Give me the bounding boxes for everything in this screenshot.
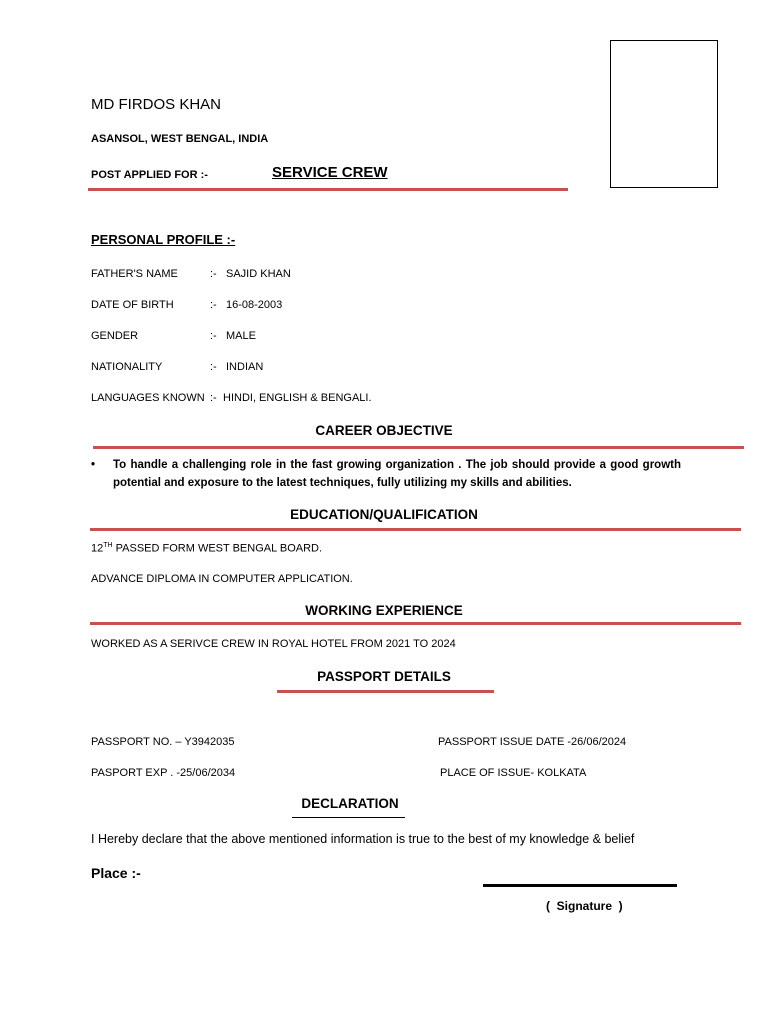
post-applied-value: SERVICE CREW: [272, 164, 388, 181]
education-heading: EDUCATION/QUALIFICATION: [290, 507, 478, 522]
nationality-value: INDIAN: [226, 361, 264, 373]
header-rule: [88, 188, 568, 191]
passport-expiry: PASPORT EXP . -25/06/2034: [91, 767, 236, 779]
languages-value: HINDI, ENGLISH & BENGALI.: [223, 392, 372, 404]
personal-profile-heading: PERSONAL PROFILE :-: [91, 232, 236, 247]
languages-label: LANGUAGES KNOWN: [91, 392, 205, 404]
passport-rule: [277, 690, 494, 693]
experience-line: WORKED AS A SERIVCE CREW IN ROYAL HOTEL FROM 2021 TO 2024: [91, 638, 456, 650]
dob-value: 16-08-2003: [226, 299, 283, 311]
signature-line: [483, 884, 677, 887]
education-grade-suffix: TH: [103, 542, 113, 549]
experience-heading: WORKING EXPERIENCE: [305, 603, 463, 618]
dob-sep: :-: [210, 299, 217, 311]
place-label: Place :-: [91, 865, 141, 881]
education-line-diploma: ADVANCE DIPLOMA IN COMPUTER APPLICATION.: [91, 573, 353, 585]
gender-sep: :-: [210, 330, 217, 342]
gender-value: MALE: [226, 330, 256, 342]
declaration-rule: [292, 817, 405, 818]
nationality-label: NATIONALITY: [91, 361, 163, 373]
education-rule: [90, 528, 741, 531]
signature-label: ( Signature ): [546, 899, 623, 913]
career-objective-heading: CAREER OBJECTIVE: [315, 423, 453, 438]
post-applied-label: POST APPLIED FOR :-: [91, 169, 208, 181]
experience-rule: [90, 622, 741, 625]
photo-box: [610, 40, 718, 188]
objective-item: [91, 456, 681, 492]
languages-sep: :-: [210, 392, 217, 404]
passport-number: PASSPORT NO. – Y3942035: [91, 736, 235, 748]
fathers-name-sep: :-: [210, 268, 217, 280]
fathers-name-label: FATHER'S NAME: [91, 268, 178, 280]
passport-issue-date: PASSPORT ISSUE DATE -26/06/2024: [438, 736, 627, 748]
candidate-address: ASANSOL, WEST BENGAL, INDIA: [91, 133, 269, 145]
gender-label: GENDER: [91, 330, 139, 342]
declaration-heading: DECLARATION: [301, 796, 399, 811]
candidate-name: MD FIRDOS KHAN: [91, 96, 222, 113]
fathers-name-value: SAJID KHAN: [226, 268, 291, 280]
declaration-text: I Hereby declare that the above mentioned information is true to the best of my knowledge & belief: [91, 832, 635, 846]
nationality-sep: :-: [210, 361, 217, 373]
education-grade: 12: [91, 542, 104, 555]
dob-label: DATE OF BIRTH: [91, 299, 174, 311]
bullet-marker: •: [91, 459, 96, 471]
passport-heading: PASSPORT DETAILS: [317, 669, 451, 684]
education-board: PASSED FORM WEST BENGAL BOARD.: [112, 542, 323, 555]
passport-place-of-issue: PLACE OF ISSUE- KOLKATA: [440, 767, 587, 779]
objective-text: To handle a challenging role in the fast growing organization . The job should provide a good growth potential and exposure to the latest techniques, fully utilizing my skills and abilities.: [113, 459, 681, 489]
objective-rule: [93, 446, 744, 449]
education-line-12th: [91, 542, 322, 555]
